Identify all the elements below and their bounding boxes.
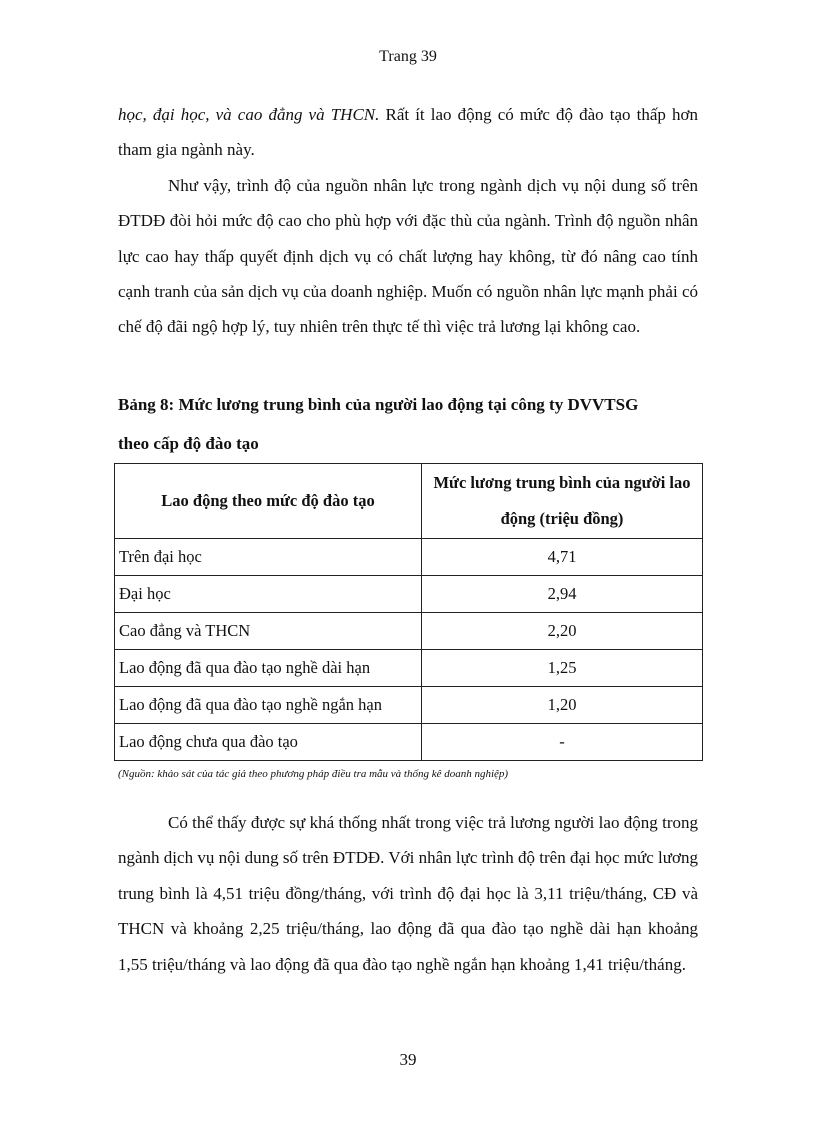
paragraph-salary-analysis: Có thể thấy được sự khá thống nhất trong việc trả lương người lao động trong ngành dịch vụ nội dung số trên ĐTDĐ. Với nhân lực trình độ trên đại học mức lương trung bình là 4,51 triệu đồng/tháng, với trình độ đại học là 3,11 triệu/tháng, CĐ và THCN và khoảng 2,25 triệu/tháng, lao động đã qua đào tạo nghề dài hạn khoảng 1,55 triệu/tháng và lao động đã qua đào tạo nghề ngắn hạn khoảng 1,41 triệu/tháng.: [118, 813, 698, 974]
row-value: 2,20: [422, 613, 703, 650]
row-label: Lao động chưa qua đào tạo: [115, 724, 422, 761]
italic-lead-text: học, đại học, và cao đẳng và THCN.: [118, 105, 380, 124]
header-cell-training-level: Lao động theo mức độ đào tạo: [115, 464, 422, 539]
salary-table: [114, 463, 703, 761]
row-value: 1,25: [422, 650, 703, 687]
table-row: [115, 687, 703, 724]
row-label: Đại học: [115, 576, 422, 613]
header-cell-average-salary: Mức lương trung bình của người lao động (triệu đồng): [422, 464, 703, 539]
table-row: [115, 650, 703, 687]
table-caption: [118, 385, 708, 463]
table-row: [115, 724, 703, 761]
page-header: Trang 39: [379, 48, 437, 65]
body-text-top: [118, 97, 698, 345]
row-label: Lao động đã qua đào tạo nghề ngắn hạn: [115, 687, 422, 724]
row-value: 4,71: [422, 539, 703, 576]
table-row: [115, 539, 703, 576]
table-header-row: [115, 464, 703, 539]
paragraph-workforce: Như vậy, trình độ của nguồn nhân lực trong ngành dịch vụ nội dung số trên ĐTDĐ đòi hỏi mức độ cao cho phù hợp với đặc thù của ngành. Trình độ nguồn nhân lực cao hay thấp quyết định dịch vụ có chất lượng hay không, từ đó nâng cao tính cạnh tranh của sản dịch vụ của doanh nghiệp. Muốn có nguồn nhân lực mạnh phải có chế độ đãi ngộ hợp lý, tuy nhiên trên thực tế thì việc trả lương lại không cao.: [118, 175, 698, 337]
paragraph-continuation-rest: Rất ít lao động có mức độ đào tạo thấp hơn tham gia ngành này.: [118, 105, 698, 160]
paragraph-continuation: [118, 97, 698, 168]
table-row: [115, 613, 703, 650]
table-caption-line-1: Bảng 8: Mức lương trung bình của người lao động tại công ty DVVTSG: [118, 395, 639, 414]
body-text-bottom: [118, 805, 698, 982]
row-label: Trên đại học: [115, 539, 422, 576]
page-number: 39: [399, 1050, 417, 1069]
row-label: Cao đẳng và THCN: [115, 613, 422, 650]
row-value: 2,94: [422, 576, 703, 613]
row-value: 1,20: [422, 687, 703, 724]
table-row: [115, 576, 703, 613]
row-value: -: [422, 724, 703, 761]
table-caption-line-2: theo cấp độ đào tạo: [118, 434, 259, 453]
row-label: Lao động đã qua đào tạo nghề dài hạn: [115, 650, 422, 687]
table-source-note: (Nguồn: khảo sát của tác giả theo phương pháp điều tra mẫu và thống kê doanh nghiệp): [118, 768, 509, 780]
